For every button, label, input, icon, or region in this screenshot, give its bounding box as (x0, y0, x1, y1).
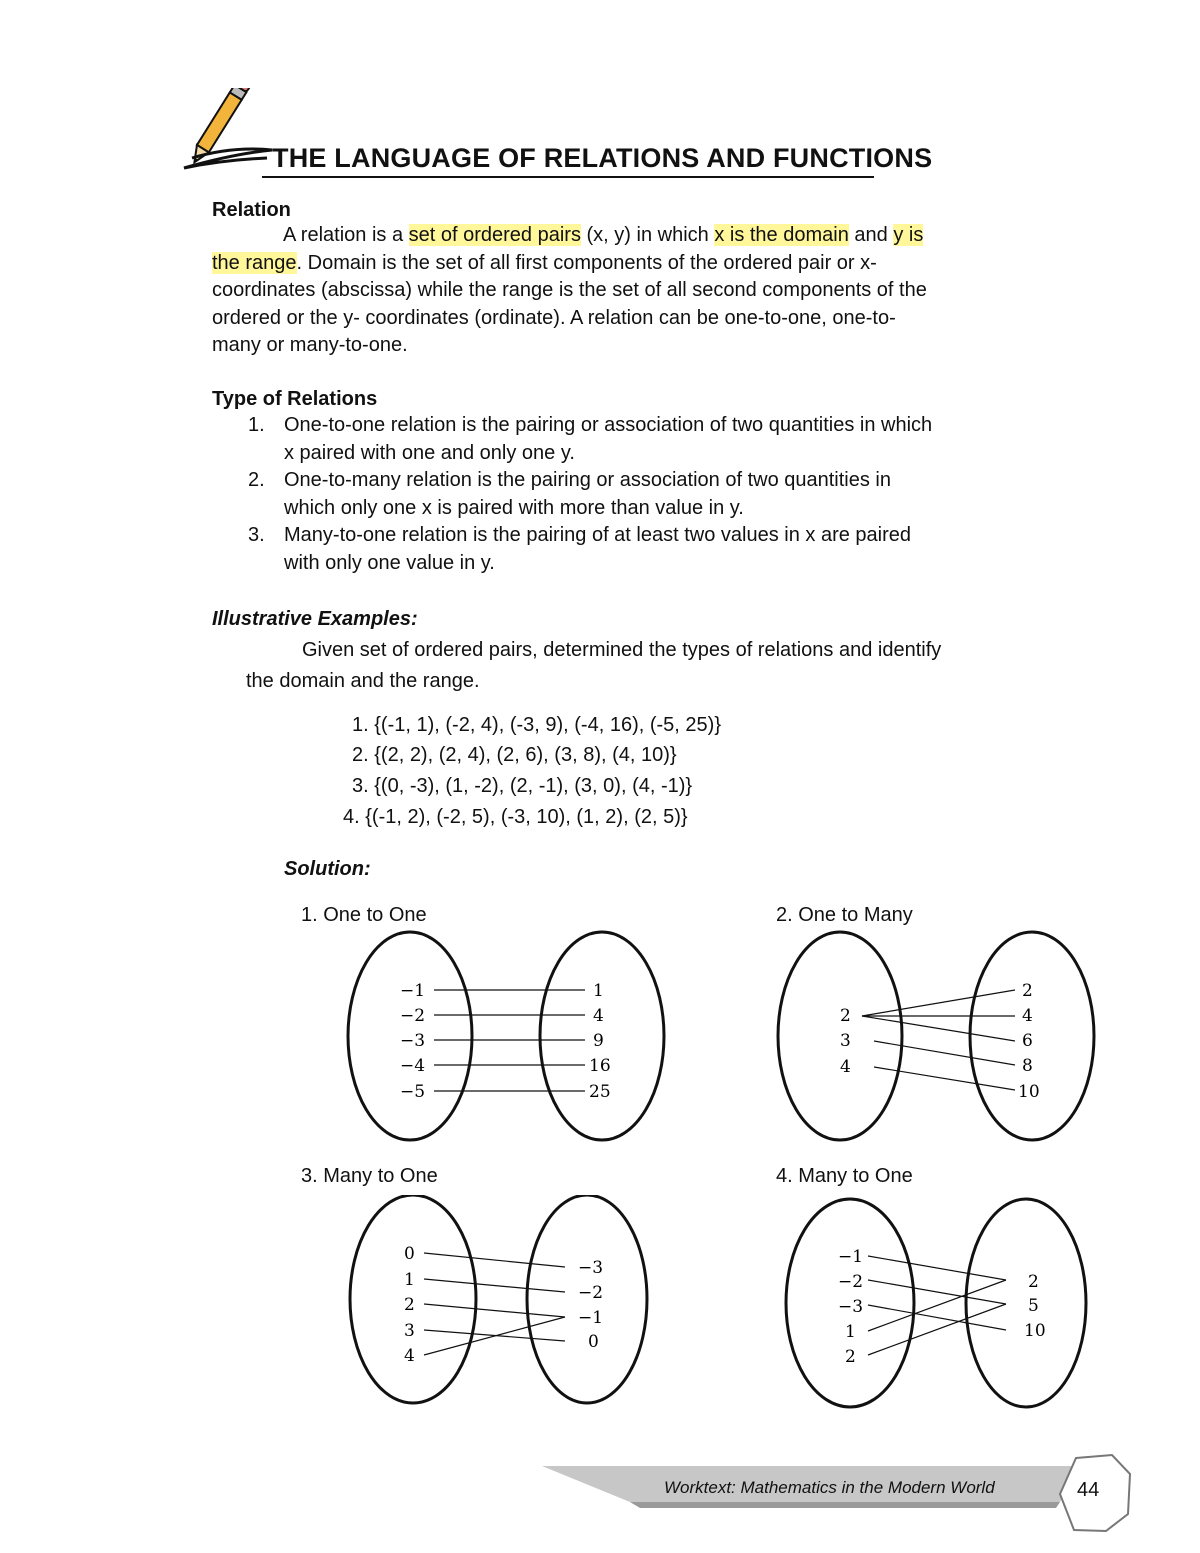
range-value: −1 (578, 1308, 604, 1328)
footer-text: Worktext: Mathematics in the Modern World (664, 1478, 995, 1497)
domain-value: 4 (840, 1057, 851, 1077)
example-2: 2. {(2, 2), (2, 4), (2, 6), (3, 8), (4, 10)} (352, 744, 677, 766)
range-value: 4 (593, 1006, 604, 1026)
mapping-arrow (868, 1305, 1006, 1330)
domain-value: −3 (400, 1031, 426, 1051)
list-item: 3. Many-to-one relation is the pairing of at least two values in x are paired with only one value in y. (248, 524, 912, 574)
domain-value: 2 (404, 1295, 415, 1315)
mapping-diagram-many-to-one-a (340, 1195, 680, 1415)
mapping-arrow (424, 1253, 565, 1267)
range-value: 5 (1028, 1296, 1039, 1316)
pencil-icon (172, 88, 282, 180)
list-item: 1. One-to-one relation is the pairing or association of two quantities in which x paired with one and only one y. (248, 414, 933, 464)
range-value: 6 (1022, 1031, 1033, 1051)
mapping-arrow (874, 1041, 1015, 1065)
mapping-arrow (862, 990, 1015, 1016)
range-value: 10 (1018, 1082, 1040, 1102)
domain-value: −5 (400, 1082, 426, 1102)
range-value: 4 (1022, 1006, 1033, 1026)
title-underline (262, 176, 874, 178)
domain-value: 3 (840, 1031, 851, 1051)
diagram-1-label: 1. One to One (301, 904, 427, 926)
highlight-range-b: the range (212, 251, 297, 274)
mapping-arrow (862, 1016, 1015, 1041)
domain-value: 1 (404, 1270, 415, 1290)
range-value: 25 (589, 1082, 611, 1102)
mapping-arrow (868, 1256, 1006, 1280)
range-value: 16 (589, 1056, 611, 1076)
range-value: 0 (588, 1332, 599, 1352)
domain-value: −1 (838, 1247, 864, 1267)
domain-value: −2 (838, 1272, 864, 1292)
diagram-4-label: 4. Many to One (776, 1165, 913, 1187)
mapping-arrow (424, 1279, 565, 1292)
highlight-domain: x is the domain (714, 224, 849, 246)
domain-value: −3 (838, 1297, 864, 1317)
types-heading: Type of Relations (212, 388, 378, 410)
range-ellipse (966, 1199, 1086, 1407)
range-value: 1 (593, 981, 604, 1001)
mapping-arrow (868, 1280, 1006, 1304)
domain-value: 2 (845, 1347, 856, 1367)
domain-value: 2 (840, 1006, 851, 1026)
domain-value: −2 (400, 1006, 426, 1026)
mapping-diagram-one-to-many (770, 930, 1110, 1150)
mapping-diagram-many-to-one-b (770, 1195, 1110, 1415)
highlight-ordered-pairs: set of ordered pairs (408, 224, 581, 246)
range-value: 9 (593, 1031, 604, 1051)
examples-intro: Given set of ordered pairs, determined the types of relations and identify the domain and the range. (246, 639, 942, 692)
domain-value: −4 (400, 1056, 426, 1076)
range-value: 10 (1024, 1321, 1046, 1341)
domain-value: 3 (404, 1321, 415, 1341)
example-3: 3. {(0, -3), (1, -2), (2, -1), (3, 0), (4, -1)} (352, 775, 693, 797)
highlight-range-a: y is (893, 224, 924, 246)
range-value: −2 (578, 1283, 604, 1303)
domain-value: 4 (404, 1346, 415, 1366)
diagram-3-label: 3. Many to One (301, 1165, 438, 1187)
solution-heading: Solution: (284, 858, 371, 880)
example-1: 1. {(-1, 1), (-2, 4), (-3, 9), (-4, 16), (-5, 25)} (352, 714, 721, 736)
domain-value: 0 (404, 1244, 415, 1264)
example-4: 4. {(-1, 2), (-2, 5), (-3, 10), (1, 2), (2, 5)} (343, 806, 688, 828)
range-value: −3 (578, 1258, 604, 1278)
range-value: 2 (1028, 1272, 1039, 1292)
mapping-arrow (868, 1280, 1006, 1331)
domain-value: −1 (400, 981, 426, 1001)
mapping-diagram-one-to-one (340, 930, 680, 1150)
mapping-arrow (868, 1304, 1006, 1355)
page-number: 44 (1077, 1479, 1100, 1501)
relation-paragraph: A relation is a set of ordered pairs (x, y) in which x is the domain and y is the range. Domain is the set of all first components of the ordered pair or x- coordinates (abscissa) while the range is the set of all second components of the ordered or the y- coordinates (ordinate). A relation can be one-to-one, one-to- many or many-to-one. (212, 224, 927, 356)
domain-value: 1 (845, 1322, 856, 1342)
list-item: 2. One-to-many relation is the pairing or association of two quantities in which only one x is paired with more than value in y. (248, 469, 891, 519)
examples-heading: Illustrative Examples: (212, 608, 418, 630)
types-list (248, 412, 1088, 577)
range-value: 2 (1022, 981, 1033, 1001)
page-title: THE LANGUAGE OF RELATIONS AND FUNCTIONS (272, 143, 933, 173)
mapping-arrow (424, 1304, 565, 1317)
mapping-arrow (424, 1317, 565, 1355)
relation-heading: Relation (212, 199, 291, 221)
range-value: 8 (1022, 1056, 1033, 1076)
diagram-2-label: 2. One to Many (776, 904, 913, 926)
